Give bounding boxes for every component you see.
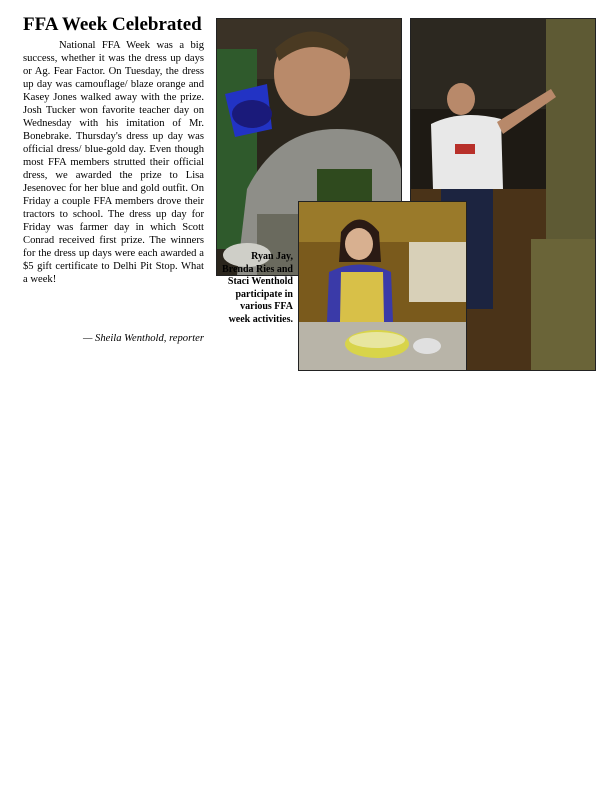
headline: FFA Week Celebrated bbox=[23, 14, 202, 35]
photo-girl-bowl bbox=[298, 201, 467, 371]
photo-caption: Ryan Jay, Brenda Ries and Staci Wenthold participate in various FFA week activities. bbox=[222, 251, 293, 325]
byline: — Sheila Wenthold, reporter bbox=[82, 333, 204, 344]
article-body: National FFA Week was a big success, whether it was the dress up days or Ag. Fear Factor. On Tuesday, the dress up day was camouflage/ blaze orange and Kasey Jones walked away with the prize. Josh Tucker won favorite teacher day on Wednesday with his imitation of Mr. Bonebrake. Thursday's dress up day was official dress/ blue-gold day. Even though most FFA members strutted their official dress, we awarded the prize to Lisa Jesenovec for her blue and gold outfit. On Friday a couple FFA members drove their tractors to school. The dress up day for Friday was farmer day in which Scott Conrad received first prize. The winners for the dress up days were each awarded a $5 gift certificate to Delhi Pit Stop. What a week! bbox=[23, 40, 204, 285]
